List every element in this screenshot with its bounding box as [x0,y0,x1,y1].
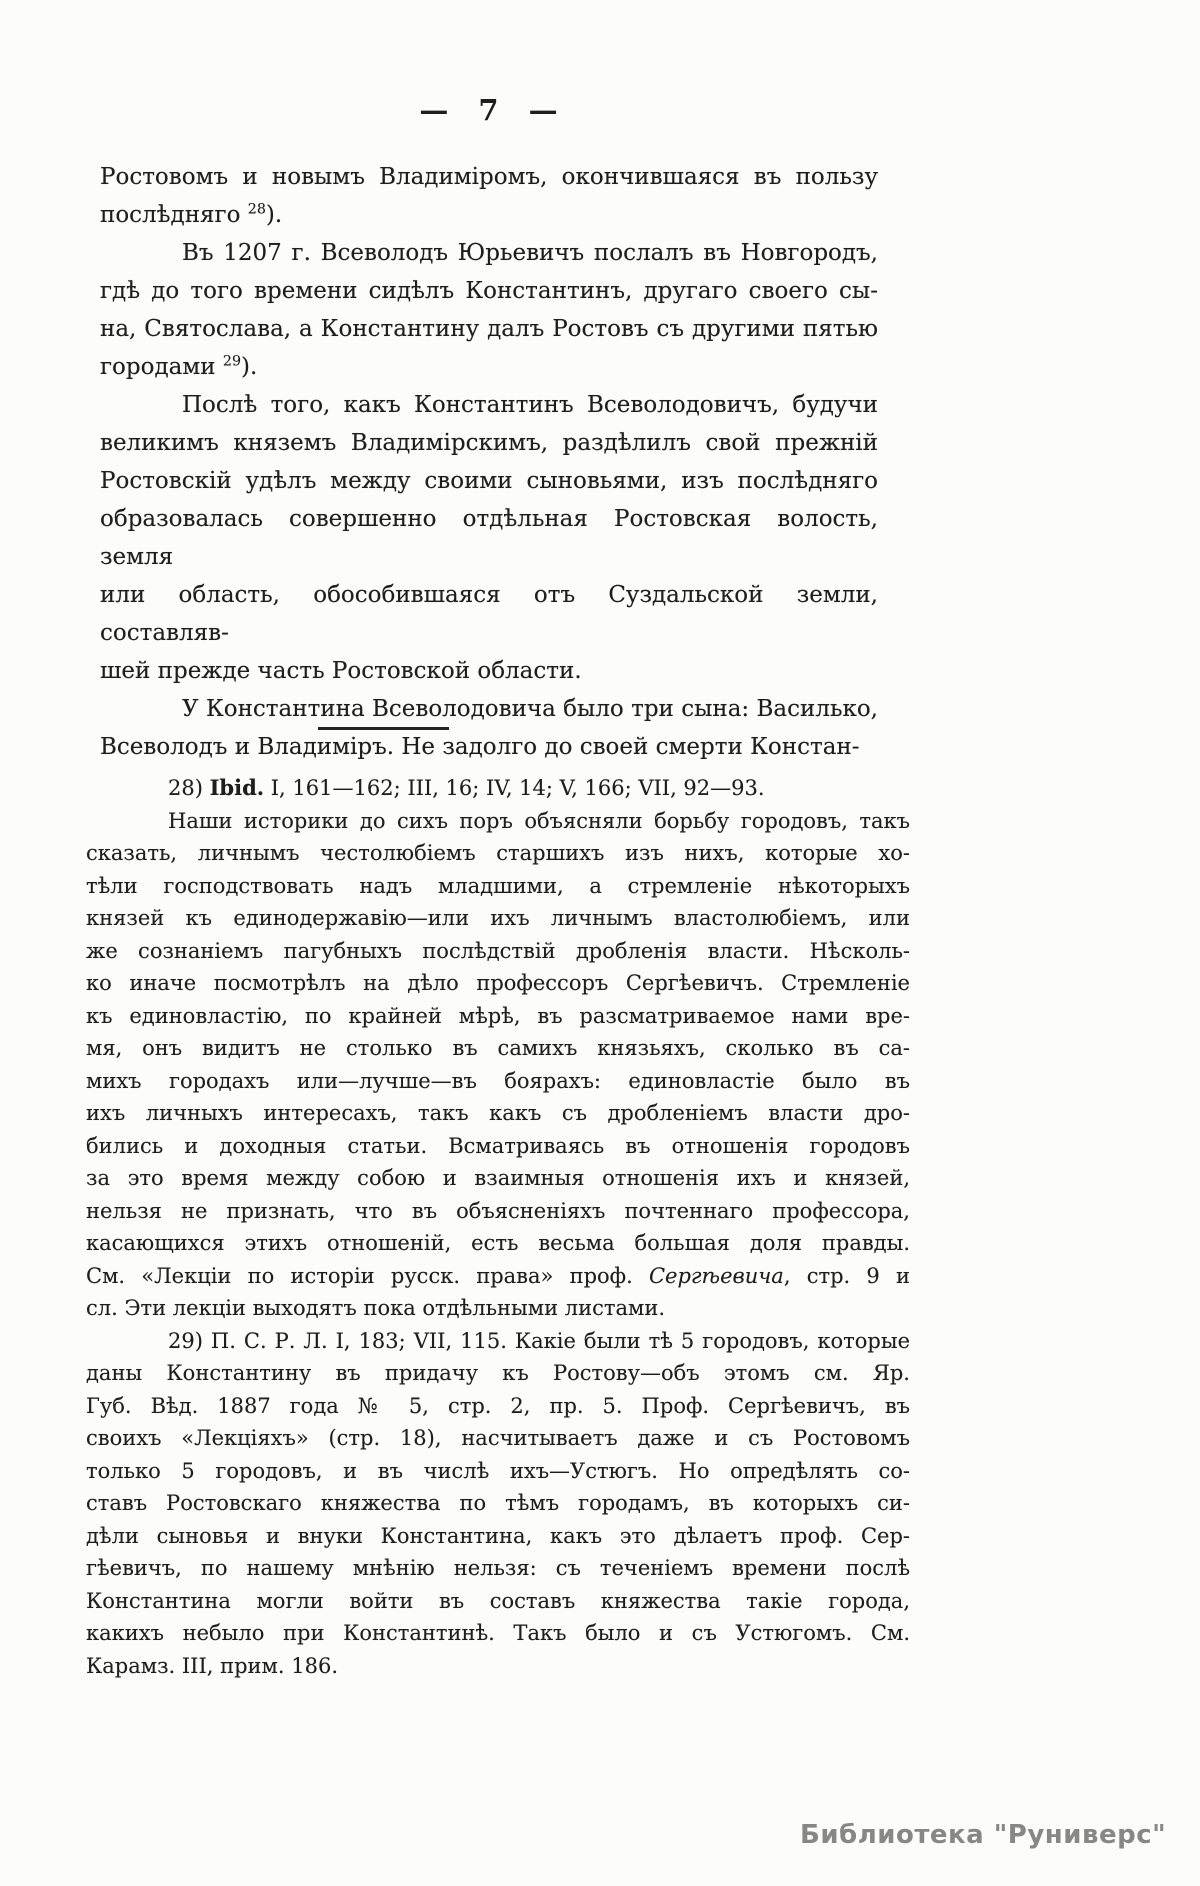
paragraph [86,772,910,805]
text-segment: къ единовластію, по крайней мѣрѣ, въ разсматриваемое нами вре- [86,1003,910,1028]
text-segment: образовалась совершенно отдѣльная Ростовская волость, земля [100,506,878,570]
text-line [86,1227,910,1260]
text-line [86,1520,910,1553]
text-segment: сл. Эти лекціи выходятъ пока отдѣльными листами. [86,1296,665,1320]
text-line [86,902,910,935]
text-segment: См. «Лекціи по исторіи русск. права» проф. [86,1263,649,1288]
text-segment: за это время между собою и взаимныя отношенія ихъ и князей, [86,1166,910,1190]
main-text-block [100,158,878,766]
text-segment: Карамз. III, прим. 186. [86,1653,338,1678]
text-line [100,386,878,424]
text-line [100,500,878,576]
text-line [100,272,878,310]
text-segment: мя, онъ видитъ не столько въ самихъ князьяхъ, сколько въ са- [86,1036,910,1060]
text-line [86,1390,910,1423]
text-segment: ). [265,202,283,228]
footnote-separator-rule [318,727,449,730]
text-segment: тѣли господствовать надъ младшими, а стремленіе нѣкоторыхъ [86,873,910,898]
footnote-reference: 29 [222,353,242,370]
text-segment: своихъ «Лекціяхъ» (стр. 18), насчитываетъ даже и съ Ростовомъ [86,1426,910,1450]
text-segment: I, 161—162; III, 16; IV, 14; V, 166; VII, 92—93. [264,776,765,800]
text-segment: Въ 1207 г. Всеволодъ Юрьевичъ послалъ въ Новгородъ, [182,240,878,266]
text-segment: михъ городахъ или—лучше—въ боярахъ: единовластіе было въ [86,1068,910,1093]
text-line [86,1422,910,1455]
text-line [86,1552,910,1585]
text-segment: 28) [168,776,210,800]
text-line [100,348,878,386]
text-segment: , стр. 9 и [783,1263,910,1288]
text-line [86,1292,910,1325]
text-segment: ). [241,354,258,380]
text-segment: ко иначе посмотрѣлъ на дѣло профессоръ Сергѣевичъ. Стремленіе [86,971,910,995]
text-line [100,690,878,728]
text-segment: Константина могли войти въ составъ княжества такіе города, [86,1588,910,1613]
text-line [86,805,910,838]
text-segment: бились и доходныя статьи. Всматриваясь въ отношенія городовъ [86,1133,910,1158]
text-segment: ихъ личныхъ интересахъ, такъ какъ съ дробленіемъ власти дро- [86,1101,910,1125]
text-line [100,310,878,348]
text-segment: шей прежде часть Ростовской области. [100,658,582,684]
text-line [100,196,878,234]
text-line [86,1260,910,1293]
text-line [86,967,910,1000]
text-segment: Ростовомъ и новымъ Владиміромъ, окончившаяся въ пользу [100,164,878,190]
paragraph [100,158,878,234]
text-segment: гдѣ до того времени сидѣлъ Константинъ, другаго своего сы- [100,278,878,304]
text-segment: на, Святослава, а Константину далъ Ростовъ съ другими пятью [100,316,878,342]
italic-text: Сергѣевича [648,1263,784,1288]
text-segment: Наши историки до сихъ поръ объясняли борьбу городовъ, такъ [168,808,910,833]
text-segment: великимъ княземъ Владимірскимъ, раздѣлилъ свой прежній [100,430,878,456]
text-line [86,1000,910,1033]
text-line [100,424,878,462]
text-line [86,1195,910,1228]
text-segment: У Константина Всеволодовича было три сына: Василько, [182,696,878,722]
text-line [86,1325,910,1358]
text-line [86,772,910,805]
text-segment: даны Константину въ придачу къ Ростову—объ этомъ см. Яр. [86,1361,910,1385]
library-watermark: Библиотека "Руниверс" [800,1820,1167,1850]
text-line [86,1130,910,1163]
text-segment: послѣдняго [100,202,248,228]
text-segment: Ростовскій удѣлъ между своими сыновьями, изъ послѣдняго [100,468,878,494]
text-segment: касающихся этихъ отношеній, есть весьма большая доля правды. [86,1231,910,1255]
footnote-reference: 28 [247,201,266,218]
text-line [86,1065,910,1098]
text-line [86,1162,910,1195]
text-line [100,234,878,272]
paragraph [86,1325,910,1683]
text-line [100,576,878,652]
text-line [100,652,878,690]
bold-text: Ibid. [209,775,265,800]
text-line [86,837,910,870]
text-segment: Губ. Вѣд. 1887 года № 5, стр. 2, пр. 5. Проф. Сергѣевичъ, въ [86,1393,910,1418]
text-segment: нельзя не признать, что въ объясненіяхъ почтеннаго профессора, [86,1198,910,1223]
text-line [86,1032,910,1065]
text-line [86,870,910,903]
paragraph [100,234,878,386]
text-line [100,728,878,766]
text-segment: Послѣ того, какъ Константинъ Всеволодовичъ, будучи [182,392,878,418]
paragraph [100,690,878,766]
text-line [86,1617,910,1650]
text-segment: Всеволодъ и Владиміръ. Не задолго до своей смерти Констан- [100,734,860,760]
page-number: — 7 — [419,93,559,127]
paragraph [86,805,910,1325]
text-line [100,158,878,196]
text-line [86,1357,910,1390]
text-segment: городами [100,354,223,380]
text-line [86,1487,910,1520]
text-segment: ставъ Ростовскаго княжества по тѣмъ городамъ, въ которыхъ си- [86,1491,910,1515]
paragraph [100,386,878,690]
text-line [86,1585,910,1618]
text-segment: гѣевичъ, по нашему мнѣнію нельзя: съ теченіемъ времени послѣ [86,1556,910,1580]
text-segment: дѣли сыновья и внуки Константина, какъ это дѣлаетъ проф. Сер- [86,1523,910,1548]
text-segment: только 5 городовъ, и въ числѣ ихъ—Устюгъ. Но опредѣлять со- [86,1458,910,1483]
text-line [86,1650,910,1683]
text-segment: князей къ единодержавію—или ихъ личнымъ властолюбіемъ, или [86,906,910,930]
footnotes-block [86,772,910,1682]
text-line [86,935,910,968]
text-segment: или область, обособившаяся отъ Суздальской земли, составляв- [100,582,878,646]
text-segment: 29) П. С. Р. Л. I, 183; VII, 115. Какіе были тѣ 5 городовъ, которые [168,1328,910,1353]
text-line [86,1097,910,1130]
text-line [100,462,878,500]
text-segment: же сознаніемъ пагубныхъ послѣдствій дробленія власти. Нѣсколь- [86,938,910,963]
text-segment: сказать, личнымъ честолюбіемъ старшихъ изъ нихъ, которые хо- [86,841,910,865]
text-segment: какихъ небыло при Константинѣ. Такъ было и съ Устюгомъ. См. [86,1621,910,1645]
text-line [86,1455,910,1488]
